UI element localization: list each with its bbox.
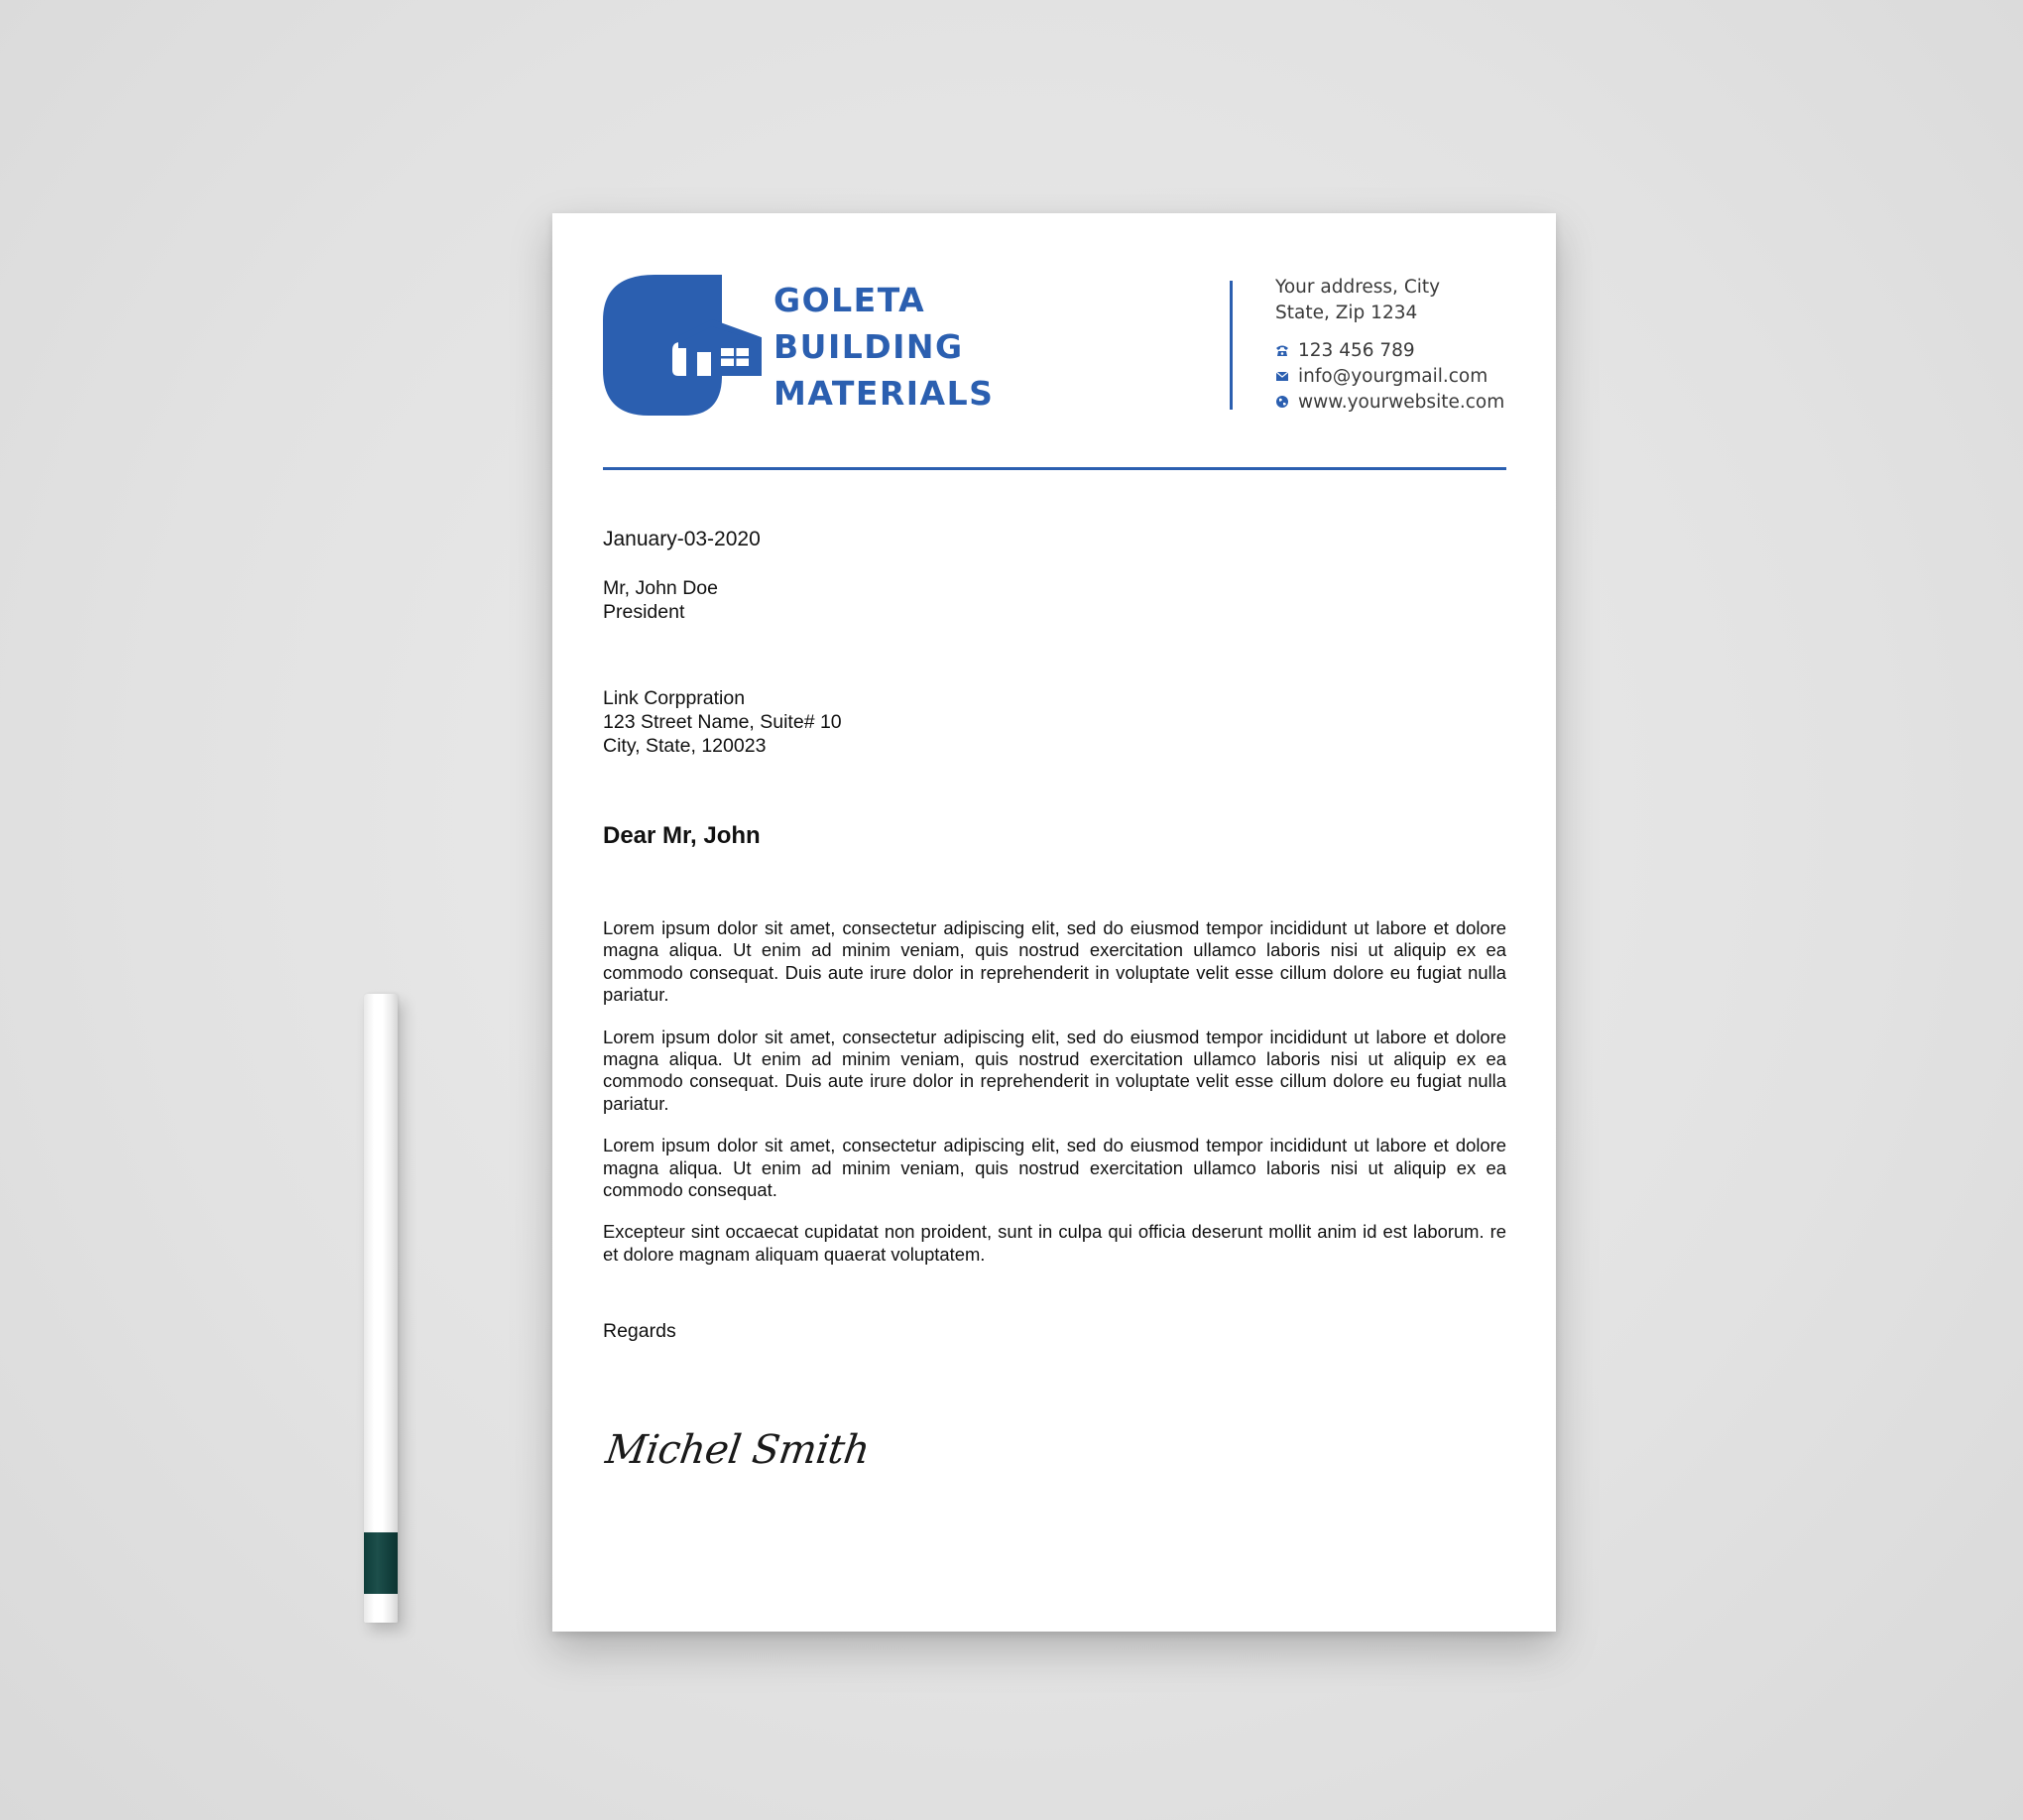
website-text: www.yourwebsite.com xyxy=(1298,391,1505,413)
pen-band xyxy=(364,1532,398,1594)
contact-website xyxy=(1275,389,1533,415)
pen xyxy=(364,994,398,1623)
address-line-1: Your address, City xyxy=(1275,277,1441,298)
envelope-icon xyxy=(1275,369,1289,383)
recipient-street: 123 Street Name, Suite# 10 xyxy=(603,711,842,733)
recipient-name: Mr, John Doe xyxy=(603,577,718,599)
address xyxy=(1275,275,1533,326)
recipient-title: President xyxy=(603,601,685,623)
email-text: info@yourgmail.com xyxy=(1298,365,1488,387)
logo-house-icon xyxy=(603,275,762,416)
contact-block xyxy=(1275,275,1533,415)
phone-text: 123 456 789 xyxy=(1298,339,1415,361)
closing: Regards xyxy=(603,1320,676,1342)
contact-email xyxy=(1275,363,1533,389)
address-line-2: State, Zip 1234 xyxy=(1275,303,1418,323)
recipient-city: City, State, 120023 xyxy=(603,735,767,757)
body-paragraph-3: Lorem ipsum dolor sit amet, consectetur adipiscing elit, sed do eiusmod tempor incididunt ut labore et dolore magna aliqua. Ut enim ad minim veniam, quis nostrud exercitation ullamco laboris nisi ut aliquip ex ea commodo consequat. xyxy=(603,1135,1506,1201)
recipient-address-block xyxy=(603,686,1506,758)
body-paragraph-2: Lorem ipsum dolor sit amet, consectetur adipiscing elit, sed do eiusmod tempor incididunt ut labore et dolore magna aliqua. Ut enim ad minim veniam, quis nostrud exercitation ullamco laboris nisi ut aliquip ex ea commodo consequat. Duis aute irure dolor in reprehenderit in voluptate velit esse cillum dolore eu fugiat nulla pariatur. xyxy=(603,1026,1506,1114)
letter-body xyxy=(603,917,1506,1285)
globe-icon xyxy=(1275,395,1289,409)
recipient-block xyxy=(603,576,1506,624)
signature: Michel Smith xyxy=(603,1427,873,1473)
contact-phone xyxy=(1275,337,1533,363)
header-divider xyxy=(1230,281,1233,410)
wordmark-line-2: BUILDING xyxy=(774,327,964,366)
recipient-company: Link Corppration xyxy=(603,687,746,709)
phone-icon xyxy=(1275,343,1289,357)
wordmark-line-1: GOLETA xyxy=(774,281,926,319)
wordmark-line-3: MATERIALS xyxy=(774,374,995,413)
company-wordmark xyxy=(774,277,994,417)
body-paragraph-4: Excepteur sint occaecat cupidatat non proident, sunt in culpa qui officia deserunt mollit anim id est laborum. re et dolore magnam aliquam quaerat voluptatem. xyxy=(603,1221,1506,1265)
body-paragraph-1: Lorem ipsum dolor sit amet, consectetur adipiscing elit, sed do eiusmod tempor incididunt ut labore et dolore magna aliqua. Ut enim ad minim veniam, quis nostrud exercitation ullamco laboris nisi ut aliquip ex ea commodo consequat. Duis aute irure dolor in reprehenderit in voluptate velit esse cillum dolore eu fugiat nulla pariatur. xyxy=(603,917,1506,1006)
header-rule xyxy=(603,467,1506,470)
letter-date: January-03-2020 xyxy=(603,528,761,550)
salutation: Dear Mr, John xyxy=(603,822,761,849)
letterhead-paper xyxy=(552,213,1556,1632)
